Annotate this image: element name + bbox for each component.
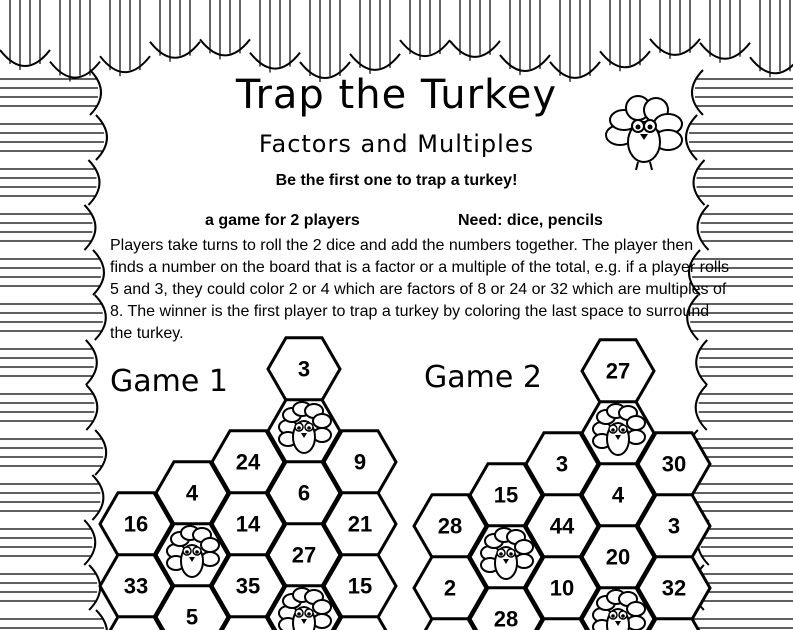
space-number: 4 [611,482,625,508]
space-number: 27 [605,358,631,384]
space-number: 2 [443,575,457,601]
space-number: 27 [291,542,317,568]
space-number: 33 [123,573,149,599]
space-number: 32 [661,575,687,601]
space-number: 3 [297,356,311,382]
game-1-label: Game 1 [110,364,228,399]
space-number: 15 [493,482,519,508]
game-board-1 [100,338,396,630]
space-number: 35 [235,573,261,599]
space-number: 9 [353,449,367,475]
tagline: Be the first one to trap a turkey! [275,172,518,189]
space-number: 3 [667,513,681,539]
space-number: 4 [185,480,199,506]
space-number: 14 [235,511,261,537]
space-number: 5 [185,604,199,630]
space-number: 28 [493,606,519,630]
page-title: Trap the Turkey [235,72,558,118]
space-number: 20 [605,544,631,570]
space-number: 10 [549,575,575,601]
space-number: 30 [661,451,687,477]
space-number: 3 [555,451,569,477]
rules-text: Players take turns to roll the 2 dice and add the numbers together. The player then finds a number on the board that is a factor or a multiple of the total, e.g. if a player rolls 5 and 3, they could color 2 or 4 which are factors of 8 or 24 or 32 which are multiples of 8. The winner is the first player to trap a turkey by coloring the last space to surround the turkey. [110,237,729,342]
space-number: 21 [347,511,373,537]
space-number: 44 [549,513,575,539]
turkey-icon [279,588,331,630]
materials-note: Need: dice, pencils [458,212,603,229]
space-number: 28 [437,513,463,539]
players-note: a game for 2 players [205,212,360,229]
game-board-2 [414,340,710,630]
space-number: 15 [347,573,373,599]
space-number: 6 [297,480,311,506]
space-number: 16 [123,511,149,537]
space-number: 24 [235,449,261,475]
page-subtitle: Factors and Multiples [258,130,535,158]
game-2-label: Game 2 [424,360,542,395]
